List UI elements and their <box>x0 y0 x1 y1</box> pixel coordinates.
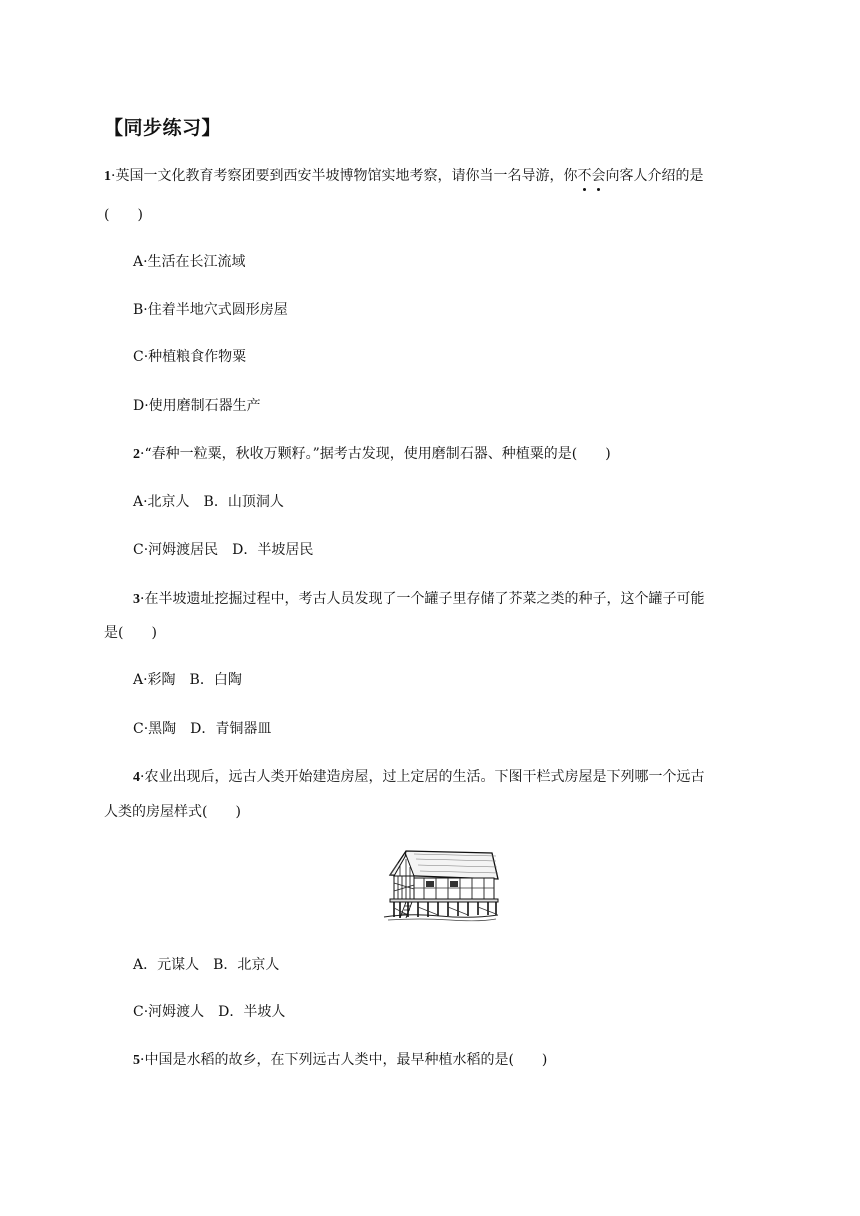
question-2-options-row1: A·北京人 B．山顶洞人 <box>133 494 284 510</box>
question-2-options-row2: C·河姆渡居民 D．半坡居民 <box>133 542 314 558</box>
question-4-stem-text: ·农业出现后，远古人类开始建造房屋，过上定居的生活。下图干栏式房屋是下列哪一个远古 <box>140 769 705 785</box>
question-1-stem-part2: 向客人介绍的是 <box>605 168 704 184</box>
question-1-emphasis <box>577 168 605 184</box>
question-1-option-d: D·使用磨制石器生产 <box>133 398 261 414</box>
stilt-house-illustration <box>380 845 502 923</box>
question-3-number: 3 <box>133 592 140 607</box>
question-2-number: 2 <box>133 447 140 462</box>
question-3-stem-text: ·在半坡遗址挖掘过程中，考古人员发现了一个罐子里存储了芥菜之类的种子，这个罐子可能 <box>140 591 705 607</box>
question-3-options-row2: C·黑陶 D．青铜器皿 <box>133 721 272 737</box>
question-3-options-row1: A·彩陶 B．白陶 <box>133 672 242 688</box>
question-4-options-row1: A．元谋人 B．北京人 <box>133 957 280 973</box>
emphasis-char-2: 会 <box>591 168 606 184</box>
section-title: 【同步练习】 <box>104 117 222 139</box>
question-2-stem <box>133 444 611 465</box>
question-5-stem <box>133 1050 547 1071</box>
question-5-number: 5 <box>133 1053 140 1068</box>
question-1-option-c: C·种植粮食作物粟 <box>133 349 247 365</box>
question-1-number: 1 <box>104 169 111 184</box>
question-1-stem <box>104 166 703 187</box>
question-4-options-row2: C·河姆渡人 D．半坡人 <box>133 1004 286 1020</box>
question-3-stem-line2: 是( ) <box>104 625 157 641</box>
question-2-stem-text: ·“春种一粒粟，秋收万颗籽。”据考古发现，使用磨制石器、种植粟的是( ) <box>140 446 611 462</box>
question-1-option-a: A·生活在长江流域 <box>133 254 246 270</box>
question-1-option-b: B·住着半地穴式圆形房屋 <box>133 302 288 318</box>
question-1-stem-line2: ( ) <box>104 207 143 223</box>
question-3-stem <box>133 589 704 610</box>
emphasis-char-1: 不 <box>577 168 592 184</box>
question-5-stem-text: ·中国是水稻的故乡，在下列远古人类中，最早种植水稻的是( ) <box>140 1052 548 1068</box>
question-4-stem <box>133 767 704 788</box>
question-4-stem-line2: 人类的房屋样式( ) <box>104 804 241 820</box>
question-1-stem-part1: ·英国一文化教育考察团要到西安半坡博物馆实地考察，请你当一名导游，你 <box>111 168 578 184</box>
question-4-number: 4 <box>133 770 140 785</box>
